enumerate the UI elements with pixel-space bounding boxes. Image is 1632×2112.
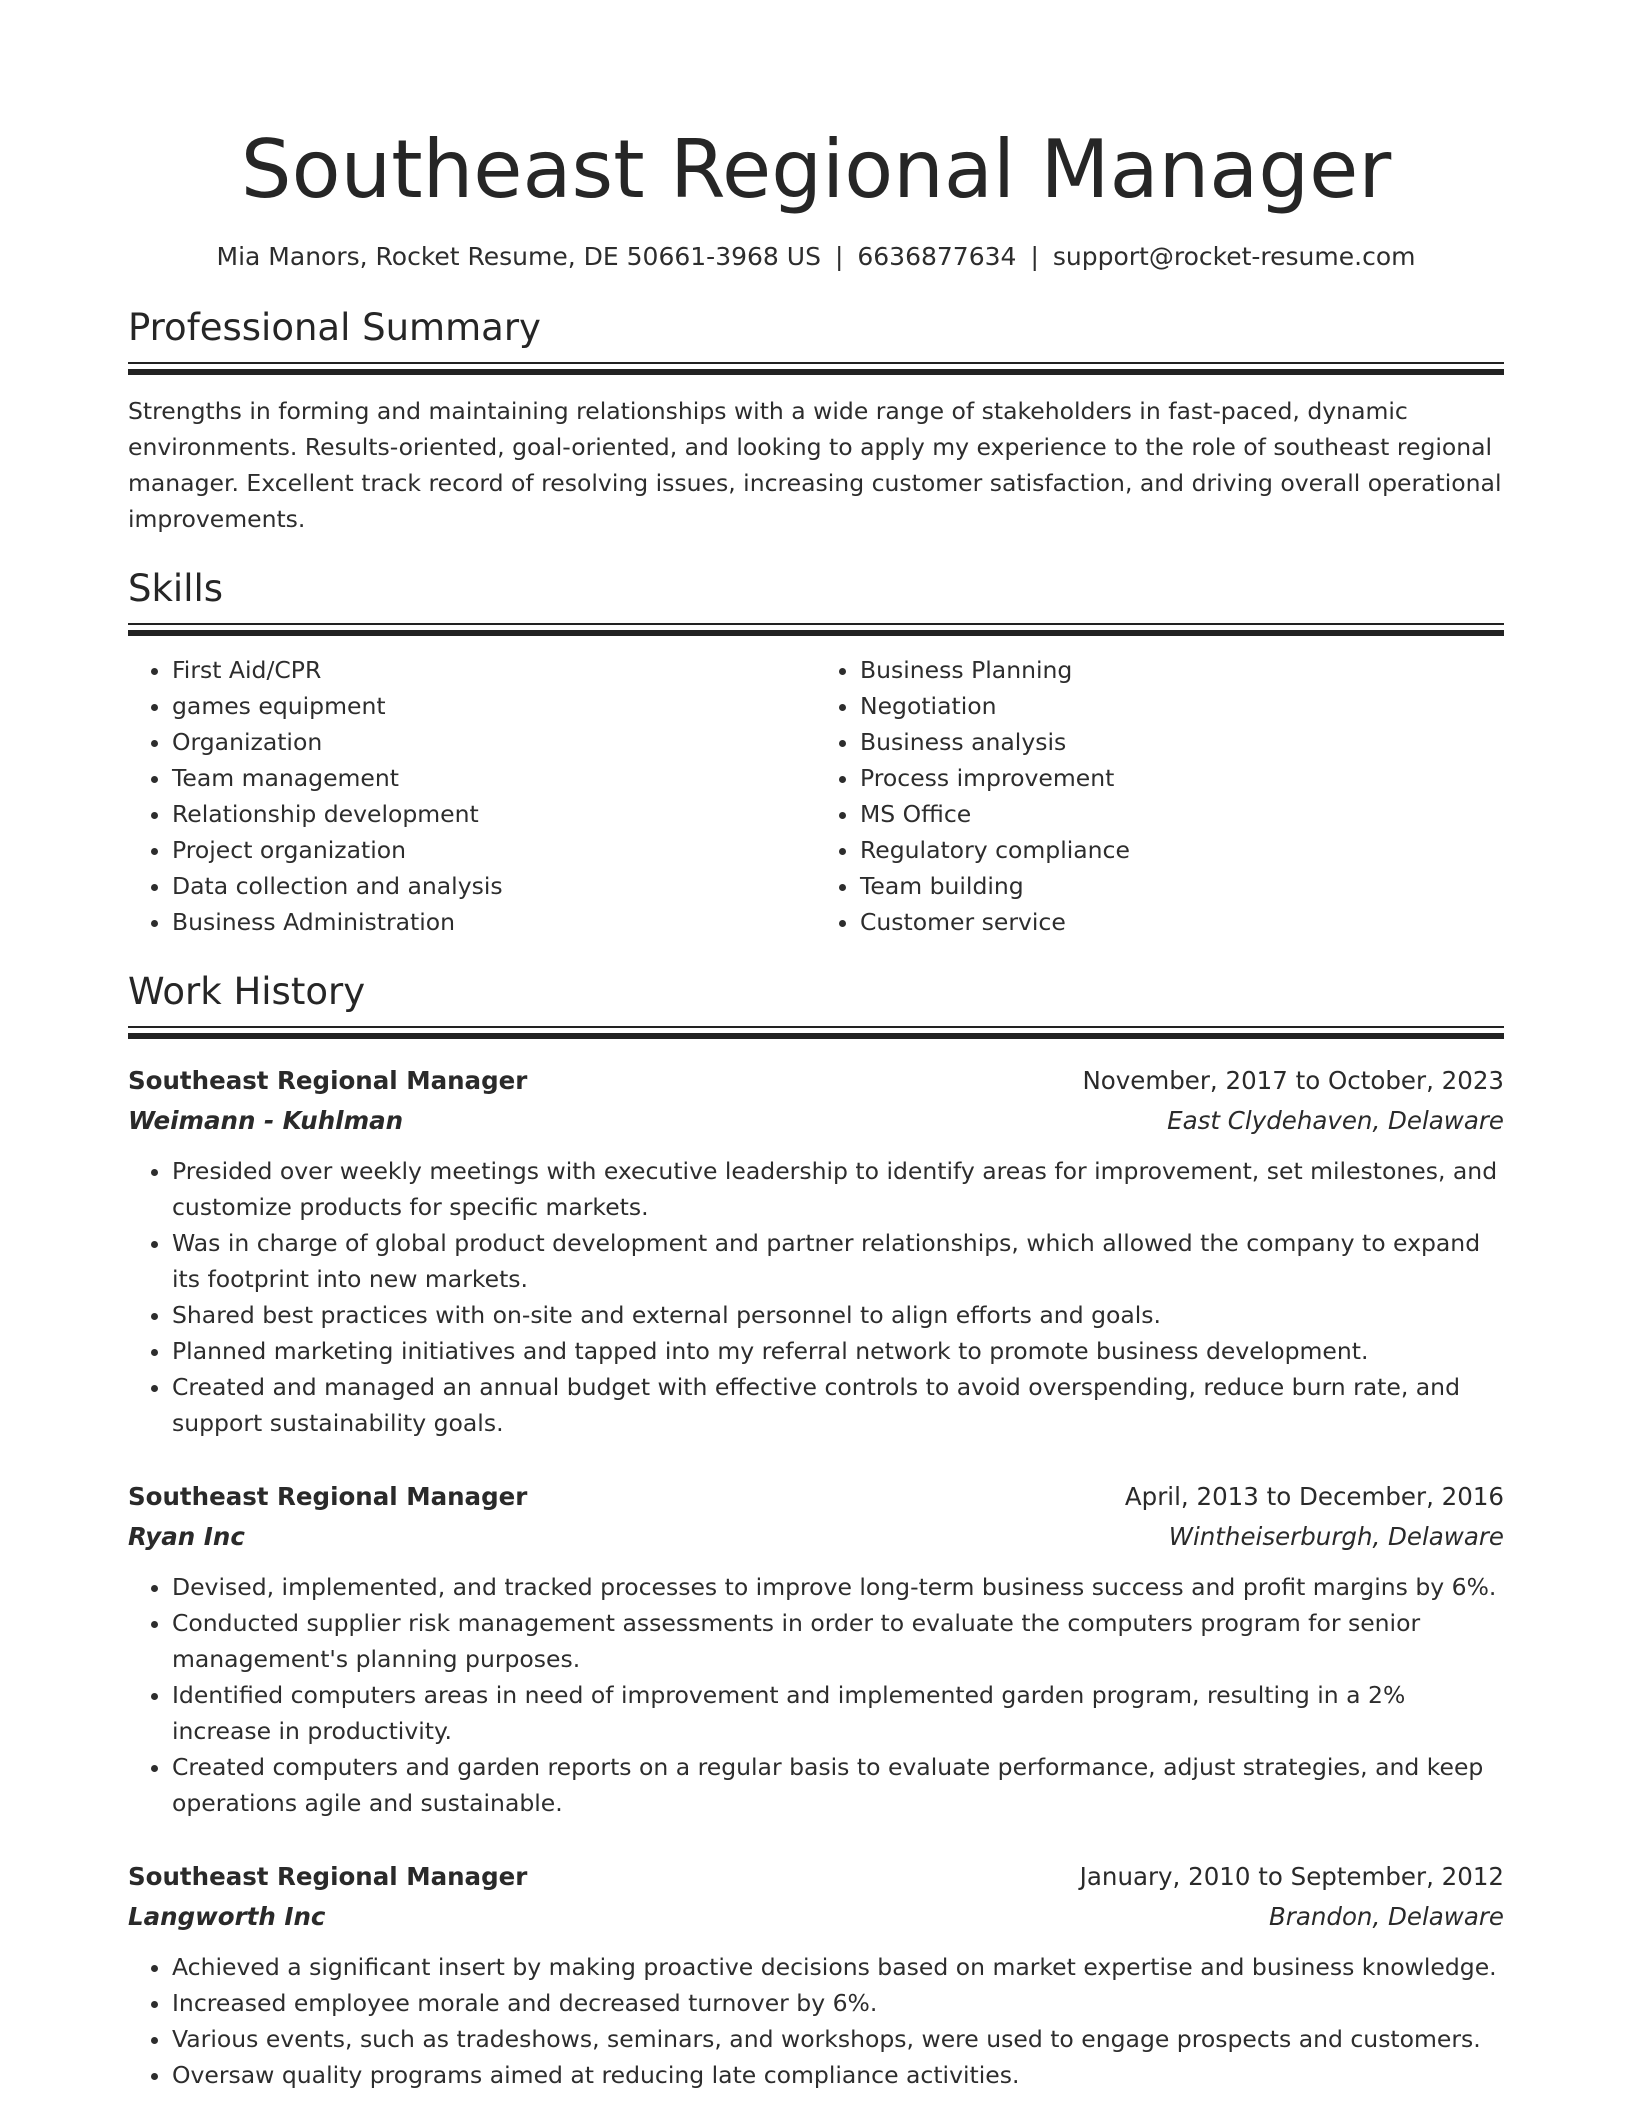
summary-heading: Professional Summary [128,306,541,349]
job-bullet: • Presided over weekly meetings with executive leadership to identify areas for improvement, set milestones, and customize products for specific markets. [172,1153,1504,1225]
section-divider [128,623,1504,636]
job-entry [128,1061,1504,1441]
contact-line [128,240,1504,274]
skill-item: • Regulatory compliance [860,832,1504,868]
skill-item: • Business Planning [860,652,1504,688]
job-title: Southeast Regional Manager [128,1862,528,1891]
job-bullets [128,1949,1504,2093]
job-dates: April, 2013 to December, 2016 [1124,1482,1504,1511]
skill-item: • Project organization [172,832,816,868]
job-location: East Clydehaven, Delaware [1167,1106,1504,1135]
skill-item: • Process improvement [860,760,1504,796]
job-entry [128,1477,1504,1821]
job-bullet: • Oversaw quality programs aimed at reducing late compliance activities. [172,2057,1504,2093]
skills-left-list [128,652,816,940]
skill-item: • Team management [172,760,816,796]
job-header-row [128,1857,1504,1897]
job-bullet: • Planned marketing initiatives and tapped into my referral network to promote business development. [172,1333,1504,1369]
job-dates: January, 2010 to September, 2012 [1079,1862,1504,1891]
job-bullet: • Created and managed an annual budget with effective controls to avoid overspending, reduce burn rate, and support sustainability goals. [172,1369,1504,1441]
summary-section [128,304,1504,537]
skill-item: • Customer service [860,904,1504,940]
job-title: Southeast Regional Manager [128,1482,528,1511]
resume-title: Southeast Regional Manager [240,123,1392,216]
contact-phone: 6636877634 [857,242,1017,271]
job-location: Wintheiserburgh, Delaware [1168,1522,1504,1551]
job-bullets [128,1153,1504,1441]
job-bullet: • Achieved a significant insert by making proactive decisions based on market expertise and business knowledge. [172,1949,1504,1985]
contact-separator: | [1030,242,1039,271]
work-history-heading: Work History [128,970,366,1013]
job-bullet: • Was in charge of global product development and partner relationships, which allowed the company to expand its footprint into new markets. [172,1225,1504,1297]
skills-section [128,565,1504,940]
contact-email: support@rocket-resume.com [1052,242,1416,271]
job-bullets [128,1569,1504,1821]
contact-address: Mia Manors, Rocket Resume, DE 50661-3968 US [216,242,821,271]
job-bullet: • Various events, such as tradeshows, seminars, and workshops, were used to engage prospects and customers. [172,2021,1504,2057]
work-history-section [128,968,1504,2093]
job-bullet: • Conducted supplier risk management assessments in order to evaluate the computers program for senior management's planning purposes. [172,1605,1504,1677]
job-bullet: • Created computers and garden reports on a regular basis to evaluate performance, adjust strategies, and keep operations agile and sustainable. [172,1749,1504,1821]
job-location: Brandon, Delaware [1268,1902,1504,1931]
job-bullet: • Shared best practices with on-site and external personnel to align efforts and goals. [172,1297,1504,1333]
job-company-row [128,1897,1504,1937]
job-dates: November, 2017 to October, 2023 [1082,1066,1504,1095]
job-header-row [128,1061,1504,1101]
section-divider [128,362,1504,375]
skill-item: • Relationship development [172,796,816,832]
skill-item: • Team building [860,868,1504,904]
skill-item: • Data collection and analysis [172,868,816,904]
job-bullet: • Devised, implemented, and tracked processes to improve long-term business success and profit margins by 6%. [172,1569,1504,1605]
resume-page [128,0,1504,2093]
job-company-row [128,1101,1504,1141]
job-entry [128,1857,1504,2093]
job-bullet: • Identified computers areas in need of improvement and implemented garden program, resulting in a 2% increase in productivity. [172,1677,1504,1749]
section-divider [128,1026,1504,1039]
job-bullet: • Increased employee morale and decreased turnover by 6%. [172,1985,1504,2021]
job-company: Langworth Inc [128,1902,326,1931]
skill-item: • MS Office [860,796,1504,832]
skills-columns [128,652,1504,940]
skill-item: • Business analysis [860,724,1504,760]
job-company-row [128,1517,1504,1557]
skill-item: • First Aid/CPR [172,652,816,688]
contact-separator: | [834,242,844,271]
job-company: Ryan Inc [128,1522,245,1551]
skill-item: • Business Administration [172,904,816,940]
summary-text: Strengths in forming and maintaining relationships with a wide range of stakeholders in fast-paced, dynamic environments. Results-oriented, goal-oriented, and looking to apply my experience to the role of southeast regional manager. Excellent track record of resolving issues, increasing customer satisfaction, and driving overall operational improvements. [128,397,1502,533]
job-header-row [128,1477,1504,1517]
job-company: Weimann - Kuhlman [128,1106,404,1135]
skills-right-list [816,652,1504,940]
skill-item: • games equipment [172,688,816,724]
job-title: Southeast Regional Manager [128,1066,528,1095]
skill-item: • Negotiation [860,688,1504,724]
skill-item: • Organization [172,724,816,760]
skills-heading: Skills [128,567,224,610]
